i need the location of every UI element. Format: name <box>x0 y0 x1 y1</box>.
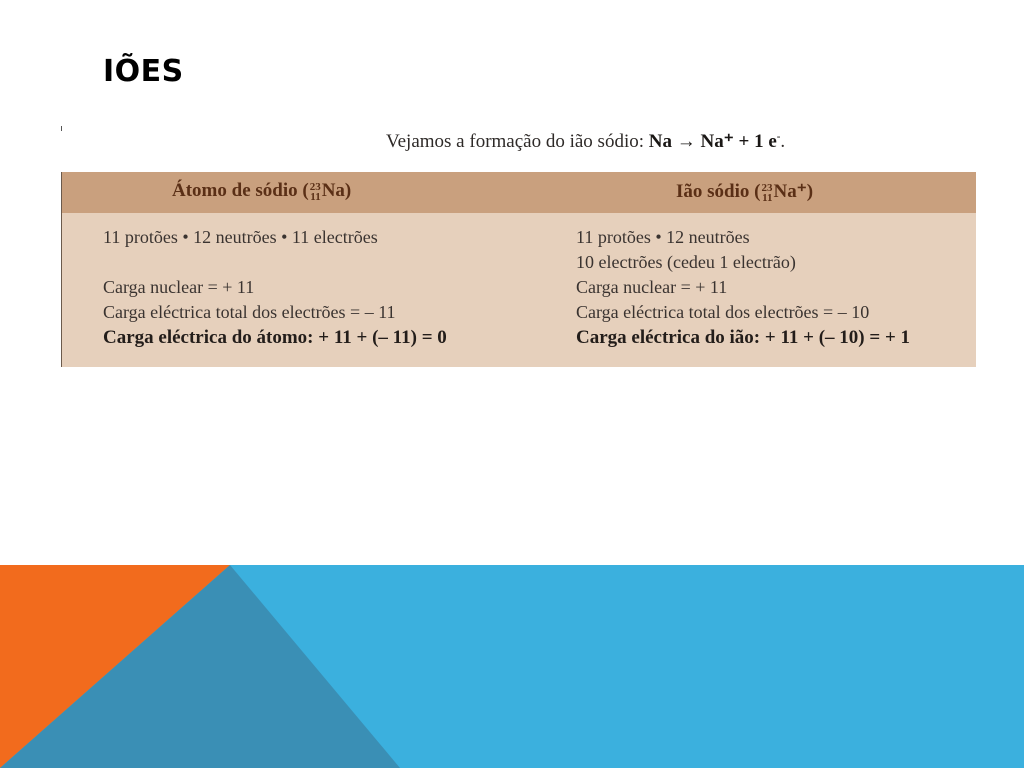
table-header <box>62 172 976 213</box>
intro-sentence <box>386 130 785 153</box>
table-row: Carga eléctrica total dos electrões = – 10 <box>576 302 870 322</box>
table-row: 11 protões • 12 neutrões <box>576 227 750 247</box>
intro-equation: Na → Na⁺ + 1 e- <box>648 130 781 152</box>
header-sodium-ion: Ião sódio ( 23 11 Na⁺) <box>676 181 814 204</box>
divider-mark <box>61 126 62 131</box>
table-row: Carga eléctrica do ião: + 11 + (– 10) = + 1 <box>576 327 911 348</box>
atom-column <box>103 225 447 350</box>
table-row: Carga nuclear = + 11 <box>576 277 728 297</box>
header-sodium-atom: Átomo de sódio ( 23 11 Na) <box>172 180 352 203</box>
table-row: Carga nuclear = + 11 <box>103 277 255 297</box>
nuclide-notation: 23 11 <box>761 181 773 204</box>
decorative-footer <box>0 565 1024 768</box>
ion-column <box>576 225 910 350</box>
intro-text: Vejamos a formação do ião sódio: <box>386 131 649 152</box>
table-row: 11 protões • 12 neutrões • 11 electrões <box>103 227 378 247</box>
table-row: 10 electrões (cedeu 1 electrão) <box>576 252 796 272</box>
intro-end: . <box>780 131 786 152</box>
comparison-table <box>61 172 976 367</box>
table-row <box>103 250 447 275</box>
slide-title: IÕES <box>103 54 184 89</box>
table-row: Carga eléctrica do átomo: + 11 + (– 11) = 0 <box>103 327 447 348</box>
nuclide-notation: 23 11 <box>309 180 321 203</box>
table-row: Carga eléctrica total dos electrões = – 11 <box>103 302 396 322</box>
